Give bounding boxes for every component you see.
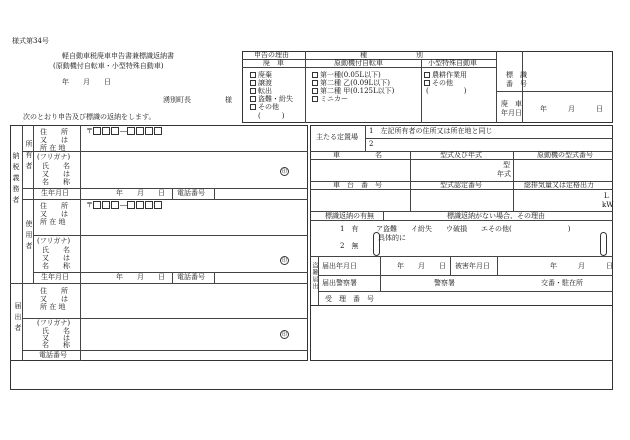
owner-birth-label: 生年月日 [41, 189, 69, 197]
taxpayer-side-label: 納税義務者 [12, 152, 20, 207]
damage-date-label: 被害年月日 [455, 262, 490, 270]
unit-l: L [604, 192, 609, 200]
user-address-label: 住 所 又 は 所 在 地 [40, 202, 68, 226]
user-phone-field[interactable] [218, 274, 304, 282]
unit-kw: kW [602, 201, 614, 209]
reason-other-paren: ( ) [258, 112, 285, 120]
filer-name-label: 氏 名 又 は 名 称 [42, 327, 70, 349]
user-side-label: 使用者 [25, 220, 33, 253]
bottom-margin-area [10, 361, 613, 390]
plate-return-has-label: 標識返納の有無 [325, 212, 374, 220]
plate-return-reason-label: 標識返納がない場合、その理由 [447, 212, 545, 220]
special-item-other[interactable]: その他 [424, 80, 453, 87]
filer-phone-label: 電話番号 [39, 351, 67, 359]
plate-number-field[interactable] [530, 75, 610, 87]
owner-phone-label: 電話番号 [177, 189, 205, 197]
filer-phone-field[interactable] [86, 352, 301, 360]
theft-side-label: 盗難届出 [311, 262, 318, 290]
scrap-date-value[interactable]: 年 月 日 [540, 105, 603, 113]
moped-header: 原動機付自転車 [334, 59, 383, 67]
year-label: 年式 [497, 170, 511, 178]
owner-seal-icon: 印 [281, 169, 287, 175]
owner-phone-field[interactable] [218, 190, 304, 198]
moped-item-2b[interactable]: 第二種 乙(0.09L以下) [312, 80, 390, 87]
user-birth-value[interactable]: 年 月 日 [116, 273, 165, 281]
receipt-number-label: 受 理 番 号 [325, 295, 374, 303]
special-item-farm[interactable]: 農耕作業用 [424, 72, 467, 79]
vehicle-model-header: 型式及び年式 [440, 151, 482, 159]
filer-side-label: 届出者 [14, 302, 22, 335]
theft-date-value[interactable]: 年 月 日 [397, 262, 446, 270]
owner-postal-field[interactable]: 〒 ― [86, 127, 163, 135]
kind-header: 種 別 [360, 51, 423, 59]
plate-label-1: 標 識 [506, 71, 527, 79]
receipt-number-field[interactable] [384, 296, 609, 304]
owner-name-label: 氏 名 又 は 名 称 [42, 162, 70, 186]
mayor-suffix: 様 [225, 96, 232, 104]
plate-return-no[interactable]: 2 無 [340, 242, 359, 250]
filer-address-label: 住 所 又 は 所 在 地 [40, 287, 68, 311]
reason-item-theft[interactable]: 盗難・紛失 [250, 96, 293, 103]
intro-text: 次のとおり申告及び標識の返納をします。 [23, 113, 156, 121]
special-header: 小型特殊自動車 [428, 59, 477, 67]
right-bottom-area [310, 306, 613, 361]
chassis-header: 車 台 番 号 [333, 181, 382, 189]
special-other-paren: ( ) [426, 87, 467, 95]
plate-return-yes[interactable]: 1 有 [340, 225, 359, 233]
user-name-label: 氏 名 又 は 名 称 [42, 246, 70, 270]
cert-header: 型式認定番号 [440, 181, 482, 189]
filer-seal-icon: 印 [281, 332, 287, 338]
main-place-label: 主たる定置場 [316, 133, 358, 141]
date-line[interactable]: 年 月 日 [62, 78, 111, 86]
koban-value[interactable]: 交番・駐在所 [541, 279, 583, 287]
moped-item-minicar[interactable]: ミニカー [312, 96, 348, 103]
reason-item-other[interactable]: その他 [250, 104, 279, 111]
reason-sub: 廃 車 [263, 59, 284, 67]
engine-model-header: 原動機の型式番号 [537, 151, 593, 159]
filer-address-field[interactable] [86, 290, 301, 314]
displacement-header: 総排気量又は定格出力 [524, 181, 594, 189]
reason-item-transfer[interactable]: 譲渡 [250, 80, 272, 87]
main-place-option-1[interactable]: 1 左記所有者の住所又は所在地と同じ [369, 127, 493, 135]
model-label: 型 [503, 161, 510, 169]
police-label: 届出警察署 [322, 279, 357, 287]
plate-return-options[interactable]: ア盗難 イ紛失 ウ破損 エその他( ) [376, 225, 571, 233]
theft-date-label: 届出年月日 [322, 262, 357, 270]
vehicle-name-header: 車 名 [333, 151, 382, 159]
form-number: 様式第34号 [12, 37, 49, 45]
detail-close-paren [600, 232, 607, 256]
main-place-option-2[interactable]: 2 [369, 140, 374, 148]
police-value[interactable]: 警察署 [434, 279, 455, 287]
owner-side-label: 所有者 [25, 140, 33, 173]
scrap-date-label-2: 年月日 [501, 109, 522, 117]
filer-furigana-label: (フリガナ) [37, 319, 71, 327]
reason-item-scrap[interactable]: 廃棄 [250, 72, 272, 79]
moped-item-2a[interactable]: 第二種 甲(0.125L以下) [312, 88, 394, 95]
mayor-name: 湧別町長 [163, 96, 191, 104]
user-postal-field[interactable]: 〒 ― [86, 201, 163, 209]
user-birth-label: 生年月日 [41, 273, 69, 281]
damage-date-value[interactable]: 年 月 日 [550, 262, 613, 270]
owner-address-label: 住 所 又 は 所 在 地 [40, 128, 68, 152]
scrap-date-label-1: 廃 車 [501, 100, 522, 108]
detail-open-paren [373, 232, 380, 256]
owner-birth-value[interactable]: 年 月 日 [116, 189, 165, 197]
reason-item-moveout[interactable]: 転出 [250, 88, 272, 95]
plate-label-2: 番 号 [506, 80, 527, 88]
user-phone-label: 電話番号 [177, 273, 205, 281]
owner-furigana-label: (フリガナ) [37, 153, 71, 161]
reason-header: 申告の理由 [254, 51, 289, 59]
moped-item-1[interactable]: 第一種(0.05L以下) [312, 72, 381, 79]
user-furigana-label: (フリガナ) [37, 237, 71, 245]
form-title: 軽自動車税廃車申告書兼標識返納書 [62, 52, 174, 60]
user-seal-icon: 印 [281, 258, 287, 264]
plate-return-detail-label: 具体的に [378, 234, 406, 242]
form-subtitle: (原動機付自転車・小型特殊自動車) [53, 62, 164, 70]
